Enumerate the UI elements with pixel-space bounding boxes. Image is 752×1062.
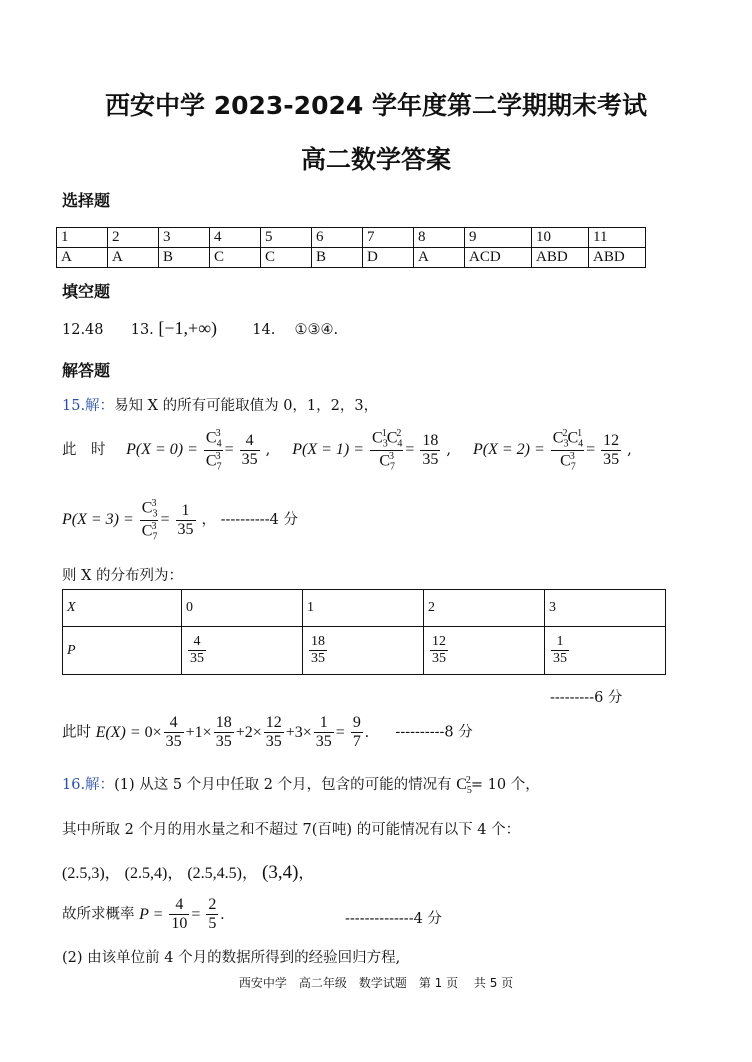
section-fill-heading: 填空题 xyxy=(62,282,111,301)
choice-answer-cell: A xyxy=(57,248,108,268)
q16-comb-result: = 10 个， xyxy=(470,777,540,793)
p0-expression: P(X = 0) = $\frac{C_4^3}{C_7^3}$ = $\frac{4}{35}$ xyxy=(126,428,258,473)
dist-p-numerator: 18 xyxy=(309,634,327,651)
choice-number-cell: 11 xyxy=(589,228,646,248)
q15-prob-line: 此 时 P(X = 0) = $\frac{C_4^3}{C_7^3}$ = $\frac{4}{35}$ , P(X = 1) = $\frac{C_3^1C_4^2}{C_7^3}$ = $\frac{18}{35}$ , P(X = 2) = $\frac{C_3^2C_4^1}{C_7^3}$ = $\frac{12}{35}$ , xyxy=(62,428,632,473)
choice-number-cell: 9 xyxy=(465,228,532,248)
q15-score-3: ----------8 分 xyxy=(395,724,473,741)
dist-p-denominator: 35 xyxy=(311,651,325,666)
q16-score: --------------4 分 xyxy=(345,911,442,927)
p1-expression: P(X = 1) = $\frac{C_3^1C_4^2}{C_7^3}$ = $\frac{18}{35}$ xyxy=(292,428,439,473)
q16-line2: 其中所取 2 个月的用水量之和不超过 7(百吨) 的可能情况有以下 4 个： xyxy=(62,822,521,838)
choice-answer-cell: B xyxy=(312,248,363,268)
p3-expression: P(X = 3) = $\frac{C_3^3}{C_7^3}$ = $\frac{1}{35}$ xyxy=(62,498,194,543)
ex-expression: E(X) = 0× $\frac{4}{35}$ +1× $\frac{18}{35}$ +2× $\frac{12}{35}$ +3× $\frac{1}{35}$ = $\frac{9}{7}$ . xyxy=(95,714,373,751)
choice-number-cell: 7 xyxy=(363,228,414,248)
choice-number-cell: 3 xyxy=(159,228,210,248)
choice-answer-table xyxy=(56,227,646,268)
choice-number-cell: 4 xyxy=(210,228,261,248)
q15-intro-text: 易知 X 的所有可能取值为 0，1，2，3， xyxy=(114,398,379,414)
dist-p-numerator: 1 xyxy=(551,634,569,651)
page-footer: 西安中学 高二年级 数学试题 第 1 页 共 5 页 xyxy=(238,976,514,990)
dist-p-value xyxy=(545,627,666,675)
dist-p-denominator: 35 xyxy=(190,651,204,666)
ex-prefix: 此时 xyxy=(62,724,91,741)
ex-lhs: E(X) = xyxy=(95,723,141,741)
q16-pairs: (2.5,3)， (2.5,4)， (2.5,4.5)， (3,4)， xyxy=(62,862,315,883)
q16-prob-expression: P = $\frac{4}{10}$ = $\frac{2}{5}$ . xyxy=(139,896,225,933)
choice-answer-cell: C xyxy=(261,248,312,268)
dist-p-fraction xyxy=(430,634,448,667)
dist-x-label: X xyxy=(63,590,182,627)
choice-number-cell: 6 xyxy=(312,228,363,248)
dist-p-fraction xyxy=(551,634,569,667)
q16-prob-lhs: P = xyxy=(139,905,164,923)
p2-lhs: P(X = 2) = xyxy=(473,441,545,459)
dist-p-value xyxy=(182,627,303,675)
dist-x-value: 1 xyxy=(303,590,424,627)
q15-label: 15.解： xyxy=(62,398,115,414)
q13-answer: [−1,+∞) xyxy=(158,318,218,338)
choice-number-cell: 2 xyxy=(108,228,159,248)
section-solve-heading: 解答题 xyxy=(62,361,111,380)
page-title: 西安中学 2023-2024 学年度第二学期期末考试 xyxy=(105,91,647,120)
pair-3: (2.5,4.5) xyxy=(187,865,242,882)
q13-label: 13. xyxy=(130,322,154,338)
q16-comb: $C_5^2$ xyxy=(456,774,472,797)
q16-line1-text: (1) 从这 5 个月中任取 2 个月，包含的可能的情况有 xyxy=(114,777,452,793)
q16-label: 16.解： xyxy=(62,777,115,793)
dist-p-label: P xyxy=(63,627,182,675)
dist-p-denominator: 35 xyxy=(432,651,446,666)
fill-answers-line xyxy=(62,318,338,339)
p2-expression: P(X = 2) = $\frac{C_3^2C_4^1}{C_7^3}$ = $\frac{12}{35}$ xyxy=(473,428,620,473)
pair-4: (3,4) xyxy=(262,862,299,883)
ex-result: $\frac{9}{7}$ xyxy=(352,714,361,751)
choice-answer-cell: C xyxy=(210,248,261,268)
q15-score-1: ----------4 分 xyxy=(220,512,298,529)
q16-prob-text: 故所求概率 xyxy=(62,906,135,923)
dist-p-fraction xyxy=(188,634,206,667)
p3-comb-fraction: $\frac{C_3^3}{C_7^3}$ xyxy=(141,498,158,543)
choice-number-cell: 5 xyxy=(261,228,312,248)
p0-lhs: P(X = 0) = xyxy=(126,441,198,459)
choice-answer-cell: D xyxy=(363,248,414,268)
choice-answer-cell: ACD xyxy=(465,248,532,268)
dist-p-numerator: 4 xyxy=(188,634,206,651)
q15-dist-intro: 则 X 的分布列为： xyxy=(62,568,184,584)
p2-comb-fraction: $\frac{C_3^2C_4^1}{C_7^3}$ xyxy=(552,428,584,473)
p1-fraction: $\frac{18}{35}$ xyxy=(422,431,439,469)
p0-comb-fraction: $\frac{C_4^3}{C_7^3}$ xyxy=(205,428,222,473)
distribution-table xyxy=(62,589,666,675)
q15-p3-line: P(X = 3) = $\frac{C_3^3}{C_7^3}$ = $\frac{1}{35}$ ， ----------4 分 xyxy=(62,498,298,543)
q15-score-2: ---------6 分 xyxy=(550,690,623,706)
q16-line3: (2) 由该单位前 4 个月的数据所得到的经验回归方程, xyxy=(62,950,401,966)
p3-fraction: $\frac{1}{35}$ xyxy=(177,501,194,539)
q15-expectation-line xyxy=(62,714,473,752)
choice-answer-cell: B xyxy=(159,248,210,268)
choice-number-row xyxy=(57,228,646,248)
pair-2: (2.5,4) xyxy=(124,865,168,882)
choice-number-cell: 8 xyxy=(414,228,465,248)
dist-p-row xyxy=(63,627,666,675)
choice-answer-cell: ABD xyxy=(532,248,589,268)
page-subtitle: 高二数学答案 xyxy=(300,145,451,174)
dist-x-value: 0 xyxy=(182,590,303,627)
q15-intro xyxy=(62,394,378,415)
q14-answer: ①③④. xyxy=(294,322,339,338)
q12-answer: 12.48 xyxy=(62,322,104,338)
p0-fraction: $\frac{4}{35}$ xyxy=(241,431,258,469)
dist-x-row xyxy=(63,590,666,627)
choice-number-cell: 1 xyxy=(57,228,108,248)
p2-fraction: $\frac{12}{35}$ xyxy=(603,431,620,469)
choice-answer-row xyxy=(57,248,646,268)
choice-answer-cell: A xyxy=(414,248,465,268)
dist-x-value: 2 xyxy=(424,590,545,627)
dist-p-denominator: 35 xyxy=(553,651,567,666)
dist-p-value xyxy=(424,627,545,675)
ci-shi-label: 此 时 xyxy=(62,442,106,459)
dist-p-fraction xyxy=(309,634,327,667)
section-choice-heading: 选择题 xyxy=(62,191,111,210)
p3-lhs: P(X = 3) = xyxy=(62,511,134,529)
q16-line1 xyxy=(62,773,540,796)
choice-answer-cell: ABD xyxy=(589,248,646,268)
q16-prob-line xyxy=(62,896,224,934)
choice-answer-cell: A xyxy=(108,248,159,268)
dist-x-value: 3 xyxy=(545,590,666,627)
p1-comb-fraction: $\frac{C_3^1C_4^2}{C_7^3}$ xyxy=(372,428,403,473)
p1-lhs: P(X = 1) = xyxy=(292,441,365,459)
dist-p-value xyxy=(303,627,424,675)
q14-label: 14. xyxy=(252,322,276,338)
dist-p-numerator: 12 xyxy=(430,634,448,651)
choice-number-cell: 10 xyxy=(532,228,589,248)
pair-1: (2.5,3) xyxy=(62,865,105,882)
